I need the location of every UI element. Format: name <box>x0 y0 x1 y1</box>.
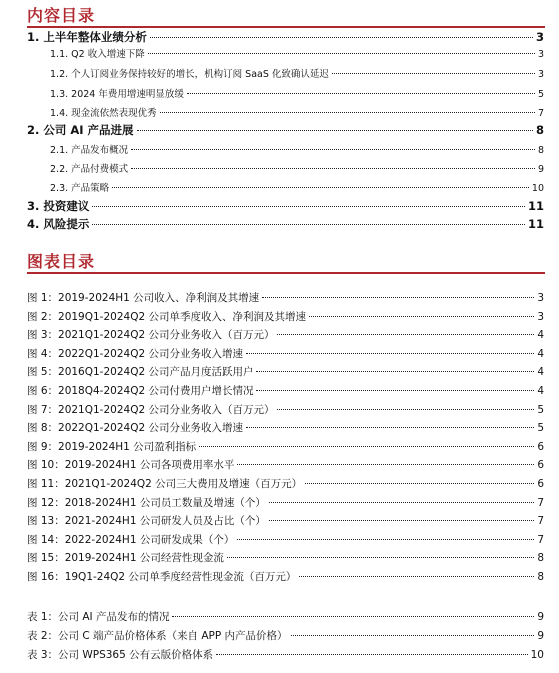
dot-leader <box>299 576 534 577</box>
toc-entry-level2[interactable] <box>50 142 544 156</box>
figure-entry[interactable] <box>27 383 544 398</box>
entry-page: 5 <box>537 89 544 100</box>
dot-leader <box>199 446 534 447</box>
entry-text: 1.4. 现金流依然表现优秀 <box>50 108 157 119</box>
dot-leader <box>227 557 534 558</box>
dot-leader <box>237 464 534 465</box>
entry-page: 6 <box>537 459 544 472</box>
entry-page: 3 <box>537 49 544 60</box>
dot-leader <box>112 187 529 188</box>
dot-leader <box>92 224 525 225</box>
toc-entry-level1[interactable] <box>27 216 544 232</box>
entry-text: 表 2：公司 C 端产品价格体系（来自 APP 内产品价格） <box>27 630 288 642</box>
toc-entry-level2[interactable] <box>50 161 544 175</box>
toc-entry-level1[interactable] <box>27 198 544 214</box>
figure-entry[interactable] <box>27 290 544 305</box>
toc-title-rule <box>27 26 545 28</box>
toc-entry-level1[interactable] <box>27 122 544 138</box>
entry-page: 7 <box>537 108 544 119</box>
dot-leader <box>291 635 535 636</box>
dot-leader <box>172 616 534 617</box>
entry-text: 图 5：2016Q1-2024Q2 公司产品月度活跃用户 <box>27 366 254 379</box>
entry-text: 图 9：2019-2024H1 公司盈利指标 <box>27 440 197 453</box>
dot-leader <box>256 390 534 391</box>
figure-entry[interactable] <box>27 309 544 324</box>
entry-page: 9 <box>537 164 544 175</box>
entry-text: 图 15：2019-2024H1 公司经营性现金流 <box>27 552 224 565</box>
entry-text: 图 4：2022Q1-2024Q2 公司分业务收入增速 <box>27 347 243 360</box>
dot-leader <box>256 371 534 372</box>
entry-text: 图 13：2021-2024H1 公司研发人员及占比（个） <box>27 515 266 528</box>
table-entry[interactable] <box>27 628 544 643</box>
entry-page: 7 <box>537 533 544 546</box>
dot-leader <box>246 427 534 428</box>
entry-text: 1. 上半年整体业绩分析 <box>27 30 147 44</box>
entry-text: 2.3. 产品策略 <box>50 183 110 194</box>
entry-page: 11 <box>527 217 544 231</box>
entry-text: 2.1. 产品发布概况 <box>50 145 129 156</box>
entry-page: 10 <box>530 649 544 661</box>
dot-leader <box>309 316 534 317</box>
dot-leader <box>237 539 534 540</box>
figure-entry[interactable] <box>27 532 544 547</box>
figure-entry[interactable] <box>27 439 544 454</box>
dot-leader <box>148 53 535 54</box>
toc-entry-level2[interactable] <box>50 180 544 194</box>
dot-leader <box>277 409 534 410</box>
entry-text: 图 8：2022Q1-2024Q2 公司分业务收入增速 <box>27 422 243 435</box>
entry-page: 7 <box>537 515 544 528</box>
entry-text: 图 14：2022-2024H1 公司研发成果（个） <box>27 533 235 546</box>
entry-text: 图 10：2019-2024H1 公司各项费用率水平 <box>27 459 235 472</box>
dot-leader <box>277 334 534 335</box>
entry-page: 3 <box>537 310 544 323</box>
entry-text: 表 3：公司 WPS365 公有云版价格体系 <box>27 649 214 661</box>
entry-text: 图 2：2019Q1-2024Q2 公司单季度收入、净利润及其增速 <box>27 310 306 323</box>
entry-page: 4 <box>537 366 544 379</box>
figure-entry[interactable] <box>27 420 544 435</box>
toc-entry-level2[interactable] <box>50 105 544 119</box>
entry-text: 表 1：公司 AI 产品发布的情况 <box>27 611 170 623</box>
entry-page: 6 <box>537 440 544 453</box>
dot-leader <box>216 654 528 655</box>
figure-entry[interactable] <box>27 569 544 584</box>
toc-entry-level2[interactable] <box>50 86 544 100</box>
entry-page: 5 <box>537 403 544 416</box>
figure-entry[interactable] <box>27 457 544 472</box>
entry-page: 4 <box>537 347 544 360</box>
entry-text: 图 6：2018Q4-2024Q2 公司付费用户增长情况 <box>27 385 254 397</box>
figures-title: 图表目录 <box>27 252 96 271</box>
entry-page: 3 <box>537 292 544 304</box>
entry-text: 2.2. 产品付费模式 <box>50 164 129 175</box>
figure-entry[interactable] <box>27 327 544 342</box>
entry-page: 11 <box>527 199 544 213</box>
dot-leader <box>246 353 534 354</box>
dot-leader <box>262 297 534 298</box>
dot-leader <box>269 502 534 503</box>
entry-text: 1.3. 2024 年费用增速明显放缓 <box>50 89 184 100</box>
entry-text: 1.1. Q2 收入增速下降 <box>50 49 145 60</box>
entry-page: 8 <box>537 145 544 156</box>
entry-text: 1.2. 个人订阅业务保持较好的增长，机构订阅 SaaS 化致确认延迟 <box>50 69 329 80</box>
entry-text: 图 1：2019-2024H1 公司收入、净利润及其增速 <box>27 292 260 304</box>
entry-page: 4 <box>537 385 544 397</box>
dot-leader <box>92 206 525 207</box>
entry-page: 4 <box>537 329 544 342</box>
dot-leader <box>269 520 534 521</box>
figure-entry[interactable] <box>27 476 544 491</box>
entry-text: 4. 风险提示 <box>27 217 90 231</box>
entry-page: 9 <box>537 630 544 642</box>
dot-leader <box>187 93 535 94</box>
entry-page: 6 <box>537 478 544 490</box>
dot-leader <box>305 483 534 484</box>
dot-leader <box>131 149 535 150</box>
figure-entry[interactable] <box>27 364 544 379</box>
figure-entry[interactable] <box>27 402 544 417</box>
dot-leader <box>332 73 535 74</box>
entry-text: 3. 投资建议 <box>27 199 90 213</box>
dot-leader <box>160 112 535 113</box>
entry-page: 3 <box>537 69 544 80</box>
table-entry[interactable] <box>27 609 544 624</box>
entry-page: 5 <box>537 422 544 435</box>
dot-leader <box>150 37 533 38</box>
figure-entry[interactable] <box>27 513 544 528</box>
toc-title: 内容目录 <box>27 6 96 25</box>
figure-entry[interactable] <box>27 495 544 510</box>
entry-text: 2. 公司 AI 产品进展 <box>27 123 134 137</box>
entry-text: 图 3：2021Q1-2024Q2 公司分业务收入（百万元） <box>27 329 275 342</box>
entry-text: 图 12：2018-2024H1 公司员工数量及增速（个） <box>27 496 266 509</box>
entry-page: 8 <box>535 123 544 137</box>
dot-leader <box>137 130 533 131</box>
figure-entry[interactable] <box>27 550 544 565</box>
toc-entry-level2[interactable] <box>50 66 544 80</box>
entry-page: 7 <box>537 496 544 509</box>
entry-page: 9 <box>537 611 544 623</box>
entry-text: 图 7：2021Q1-2024Q2 公司分业务收入（百万元） <box>27 403 275 416</box>
table-entry[interactable] <box>27 647 544 662</box>
dot-leader <box>131 168 535 169</box>
figure-entry[interactable] <box>27 346 544 361</box>
entry-page: 10 <box>531 183 544 194</box>
entry-page: 8 <box>537 571 544 583</box>
entry-text: 图 11：2021Q1-2024Q2 公司三大费用及增速（百万元） <box>27 478 303 490</box>
toc-entry-level2[interactable] <box>50 46 544 60</box>
toc-entry-level1[interactable] <box>27 29 544 45</box>
entry-page: 8 <box>537 552 544 565</box>
figures-title-rule <box>27 272 545 274</box>
entry-page: 3 <box>535 30 544 44</box>
entry-text: 图 16：19Q1-24Q2 公司单季度经营性现金流（百万元） <box>27 571 297 583</box>
